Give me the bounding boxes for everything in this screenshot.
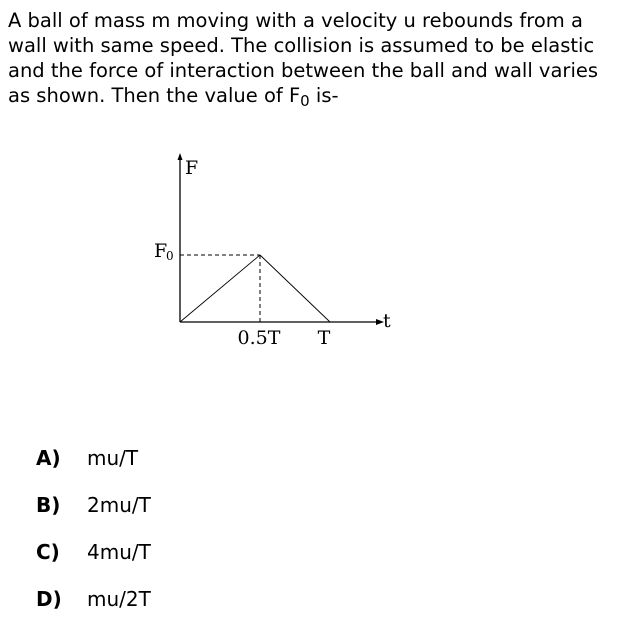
y-axis-arrow-icon	[178, 153, 183, 160]
option-letter: A)	[36, 445, 61, 470]
graph-svg	[145, 148, 405, 358]
peak-label-subscript: 0	[166, 249, 174, 263]
answer-options	[36, 434, 151, 622]
question-ending: is-	[309, 84, 339, 107]
force-rise-line	[180, 255, 260, 322]
tick-label-end: T	[317, 327, 331, 349]
option-letter: B)	[36, 492, 61, 517]
x-axis-label: t	[383, 310, 391, 332]
option-letter: C)	[36, 539, 60, 564]
option-text: mu/T	[87, 445, 139, 470]
force-fall-line	[260, 255, 330, 322]
option-b[interactable]	[36, 481, 151, 528]
tick-label-mid: 0.5T	[237, 327, 281, 349]
option-d[interactable]	[36, 575, 151, 622]
option-letter: D)	[36, 586, 62, 611]
y-axis-label: F	[185, 157, 199, 179]
option-text: mu/2T	[87, 586, 151, 611]
question-subscript: 0	[300, 92, 310, 110]
peak-label: F	[154, 240, 168, 262]
option-text: 4mu/T	[87, 539, 151, 564]
option-a[interactable]	[36, 434, 151, 481]
option-text: 2mu/T	[87, 492, 151, 517]
question-text	[8, 8, 614, 108]
force-time-graph	[145, 148, 405, 358]
option-c[interactable]	[36, 528, 151, 575]
question-body: A ball of mass m moving with a velocity u rebounds from a wall with same speed. The collision is assumed to be elastic and the force of interaction between the ball and wall varies as shown. Then the value of F	[8, 9, 599, 107]
